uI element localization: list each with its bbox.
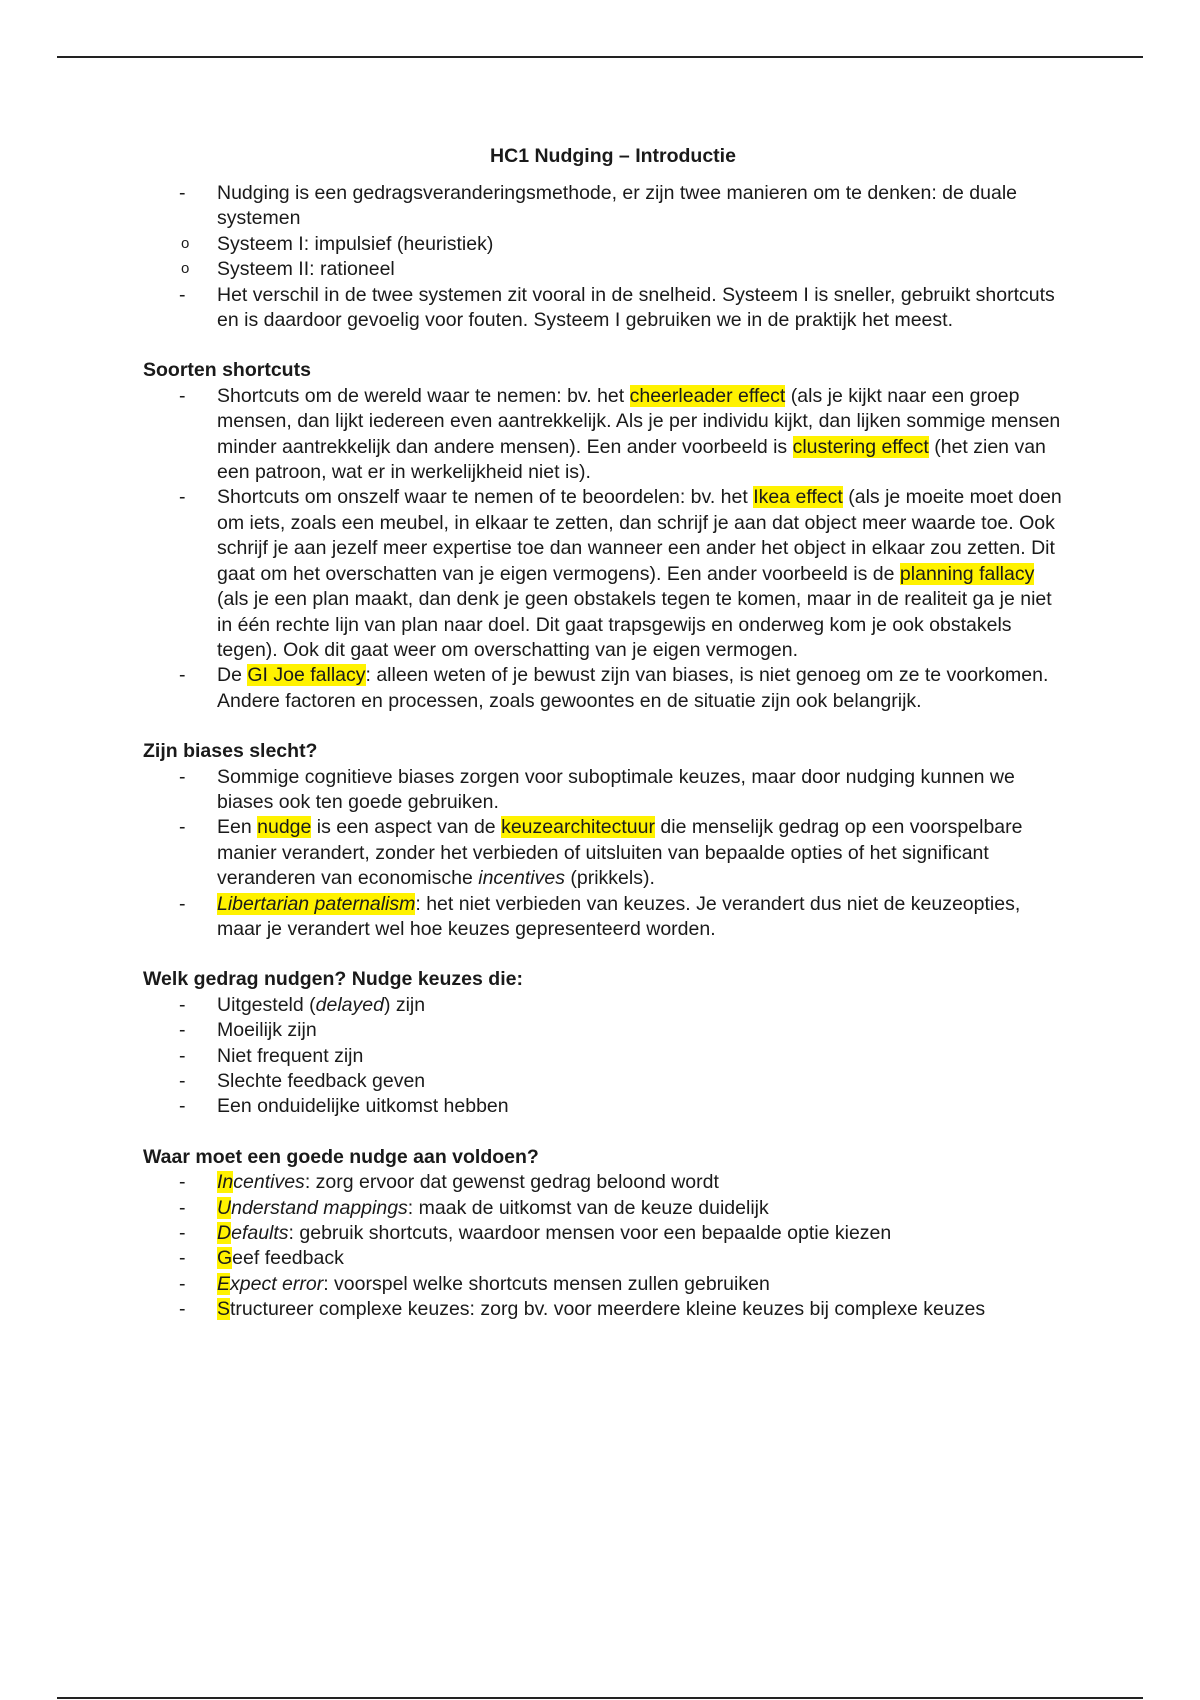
list-item: - Shortcuts om de wereld waar te nemen: bv. het cheerleader effect (als je kijkt naar een groep mensen, dan lijkt iedereen even aantrekkelijk. Als je per individu kijkt, dan lijken sommige mensen minder aantrekkelijk dan andere mensen). Een ander voorbeeld is clustering effect (het zien van een patroon, wat er in werkelijkheid niet is).	[143, 384, 1063, 486]
soorten-list	[143, 384, 1063, 714]
highlight: GI Joe fallacy	[247, 664, 366, 687]
list-item: - Expect error: voorspel welke shortcuts mensen zullen gebruiken	[143, 1272, 1063, 1297]
list-item: - Shortcuts om onszelf waar te nemen of te beoordelen: bv. het Ikea effect (als je moeite moet doen om iets, zoals een meubel, in elkaar te zetten, dan schrijf je aan dat object meer waarde toe. Ook schrijf je aan jezelf meer expertise toe dan wanneer een ander het object in elkaar zou zetten. Dit gaat om het overschatten van je eigen vermogens). Een ander voorbeeld is de planning fallacy (als je een plan maakt, dan denk je geen obstakels tegen te komen, maar in de realiteit ga je niet in één rechte lijn van plan naar doel. Dit gaat trapsgewijs en onderweg kom je ook obstakels tegen). Ook dit gaat weer om overschatting van je eigen vermogen.	[143, 485, 1063, 663]
highlight: clustering effect	[792, 435, 929, 458]
list-item: - Moeilijk zijn	[143, 1018, 1063, 1043]
sub-list	[143, 232, 1063, 283]
highlight: cheerleader effect	[629, 384, 786, 407]
list-item: - Een onduidelijke uitkomst hebben	[143, 1094, 1063, 1119]
list-item: - Een nudge is een aspect van de keuzearchitectuur die menselijk gedrag op een voorspelbare manier verandert, zonder het verbieden of uitsluiten van bepaalde opties of het significant veranderen van economische incentives (prikkels).	[143, 815, 1063, 891]
intro-list	[143, 181, 1063, 333]
voldoen-list	[143, 1170, 1063, 1322]
list-item: - De GI Joe fallacy: alleen weten of je bewust zijn van biases, is niet genoeg om ze te voorkomen. Andere factoren en processen, zoals gewoontes en de situatie zijn ook belangrijk.	[143, 663, 1063, 714]
list-item: - Defaults: gebruik shortcuts, waardoor mensen voor een bepaalde optie kiezen	[143, 1221, 1063, 1246]
list-item: - Structureer complexe keuzes: zorg bv. voor meerdere kleine keuzes bij complexe keuzes	[143, 1297, 1063, 1322]
highlight: planning fallacy	[899, 562, 1035, 585]
list-item: - Uitgesteld (delayed) zijn	[143, 993, 1063, 1018]
section-heading-gedrag: Welk gedrag nudgen? Nudge keuzes die:	[143, 968, 523, 991]
bottom-rule	[57, 1697, 1143, 1699]
highlight: Ikea effect	[753, 486, 843, 509]
top-rule	[57, 56, 1143, 58]
page-title: HC1 Nudging – Introductie	[490, 145, 736, 167]
list-item: - Niet frequent zijn	[143, 1044, 1063, 1069]
list-item: - Het verschil in de twee systemen zit vooral in de snelheid. Systeem I is sneller, gebruikt shortcuts en is daardoor gevoelig voor fouten. Systeem I gebruiken we in de praktijk het meest.	[143, 283, 1063, 334]
highlight: nudge	[257, 816, 312, 839]
section-heading-biases: Zijn biases slecht?	[143, 740, 318, 763]
list-item: - Nudging is een gedragsveranderingsmethode, er zijn twee manieren om te denken: de duale systemen o Systeem I: impulsief (heuristiek) o Systeem II: rationeel	[143, 181, 1063, 283]
list-item: - Incentives: zorg ervoor dat gewenst gedrag beloond wordt	[143, 1170, 1063, 1195]
list-item: o Systeem I: impulsief (heuristiek)	[143, 232, 1063, 257]
section-heading-soorten: Soorten shortcuts	[143, 359, 311, 382]
highlight: keuzearchitectuur	[501, 816, 655, 839]
highlight: Libertarian paternalism	[217, 892, 416, 915]
biases-list	[143, 765, 1063, 943]
list-item: o Systeem II: rationeel	[143, 257, 1063, 282]
section-heading-voldoen: Waar moet een goede nudge aan voldoen?	[143, 1145, 539, 1168]
document-page	[143, 144, 1063, 1323]
list-item: - Slechte feedback geven	[143, 1069, 1063, 1094]
list-item: - Libertarian paternalism: het niet verbieden van keuzes. Je verandert dus niet de keuzeopties, maar je verandert wel hoe keuzes gepresenteerd worden.	[143, 892, 1063, 943]
gedrag-list	[143, 993, 1063, 1120]
list-item: - Sommige cognitieve biases zorgen voor suboptimale keuzes, maar door nudging kunnen we biases ook ten goede gebruiken.	[143, 765, 1063, 816]
list-item: - Understand mappings: maak de uitkomst van de keuze duidelijk	[143, 1196, 1063, 1221]
list-item: - Geef feedback	[143, 1246, 1063, 1271]
